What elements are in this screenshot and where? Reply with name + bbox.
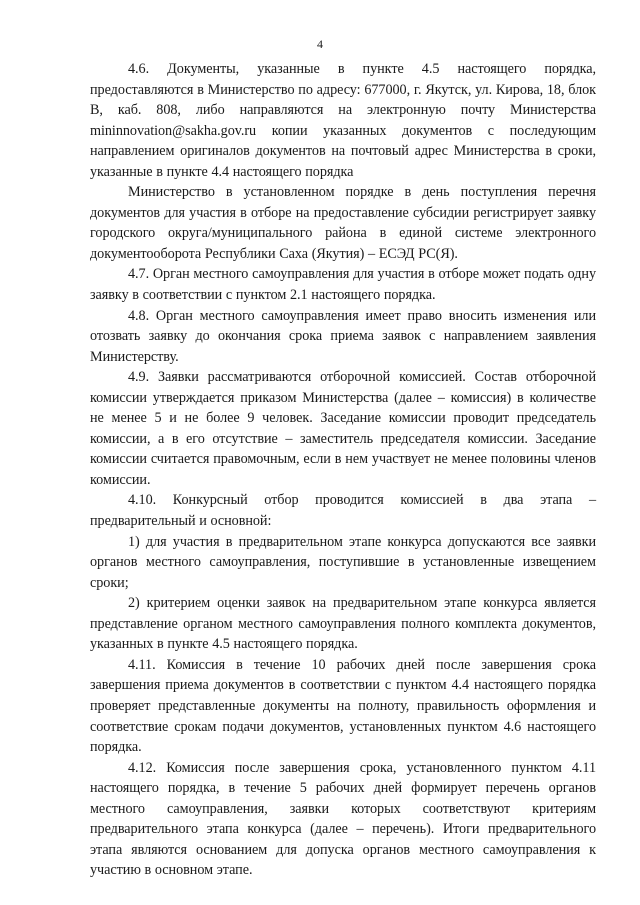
paragraph-4-11: 4.11. Комиссия в течение 10 рабочих дней после завершения срока завершения приема документов в соответствии с пунктом 4.4 настоящего порядка проверяет представленные документы на полноту, правильность оформления и соответствие срокам подачи документов, установленных пунктом 4.6 настоящего порядка. bbox=[90, 656, 596, 756]
paragraph-4-8: 4.8. Орган местного самоуправления имеет право вносить изменения или отозвать заявку до окончания срока приема заявок с направлением заявления Министерству. bbox=[90, 307, 596, 365]
paragraph-4-10: 4.10. Конкурсный отбор проводится комиссией в два этапа – предварительный и основной: bbox=[90, 492, 596, 530]
page-number: 4 bbox=[317, 37, 323, 51]
list-item-1: 1) для участия в предварительном этапе конкурса допускаются все заявки органов местного самоуправления, поступившие в установленные извещением сроки; bbox=[90, 533, 596, 591]
list-item-2: 2) критерием оценки заявок на предварительном этапе конкурса является представление органом местного самоуправления полного комплекта документов, указанных в пункте 4.5 настоящего порядка. bbox=[90, 595, 596, 653]
paragraph-4-6-registration: Министерство в установленном порядке в день поступления перечня документов для участия в отборе на предоставление субсидии регистрирует заявку городского округа/муниципального района в единой системе электронного документооборота Республики Саха (Якутия) – ЕСЭД РС(Я). bbox=[90, 184, 596, 262]
paragraph-4-7: 4.7. Орган местного самоуправления для участия в отборе может подать одну заявку в соответствии с пунктом 2.1 настоящего порядка. bbox=[90, 266, 596, 304]
document-body bbox=[90, 59, 596, 881]
paragraph-4-9: 4.9. Заявки рассматриваются отборочной комиссией. Состав отборочной комиссии утверждается приказом Министерства (далее – комиссия) в количестве не менее 5 и не более 9 человек. Заседание комиссии проводит председатель комиссии, а в его отсутствие – заместитель председателя комиссии. Заседание комиссии считается правомочным, если в нем участвует не менее половины членов комиссии. bbox=[90, 369, 596, 488]
paragraph-4-6: 4.6. Документы, указанные в пункте 4.5 настоящего порядка, предоставляются в Министерство по адресу: 677000, г. Якутск, ул. Кирова, 18, блок В, каб. 808, либо направляются на электронную почту Министерства mininnovation@sakha.gov.ru копии указанных документов с последующим направлением оригиналов документов на почтовый адрес Министерства в сроки, указанные в пункте 4.4 настоящего порядка bbox=[90, 61, 596, 180]
paragraph-4-12: 4.12. Комиссия после завершения срока, установленного пунктом 4.11 настоящего порядка, в течение 5 рабочих дней формирует перечень органов местного самоуправления, заявки которых соответствуют критериям предварительного этапа конкурса (далее – перечень). Итоги предварительного этапа являются основанием для допуска органов местного самоуправления к участию в основном этапе. bbox=[90, 759, 596, 879]
